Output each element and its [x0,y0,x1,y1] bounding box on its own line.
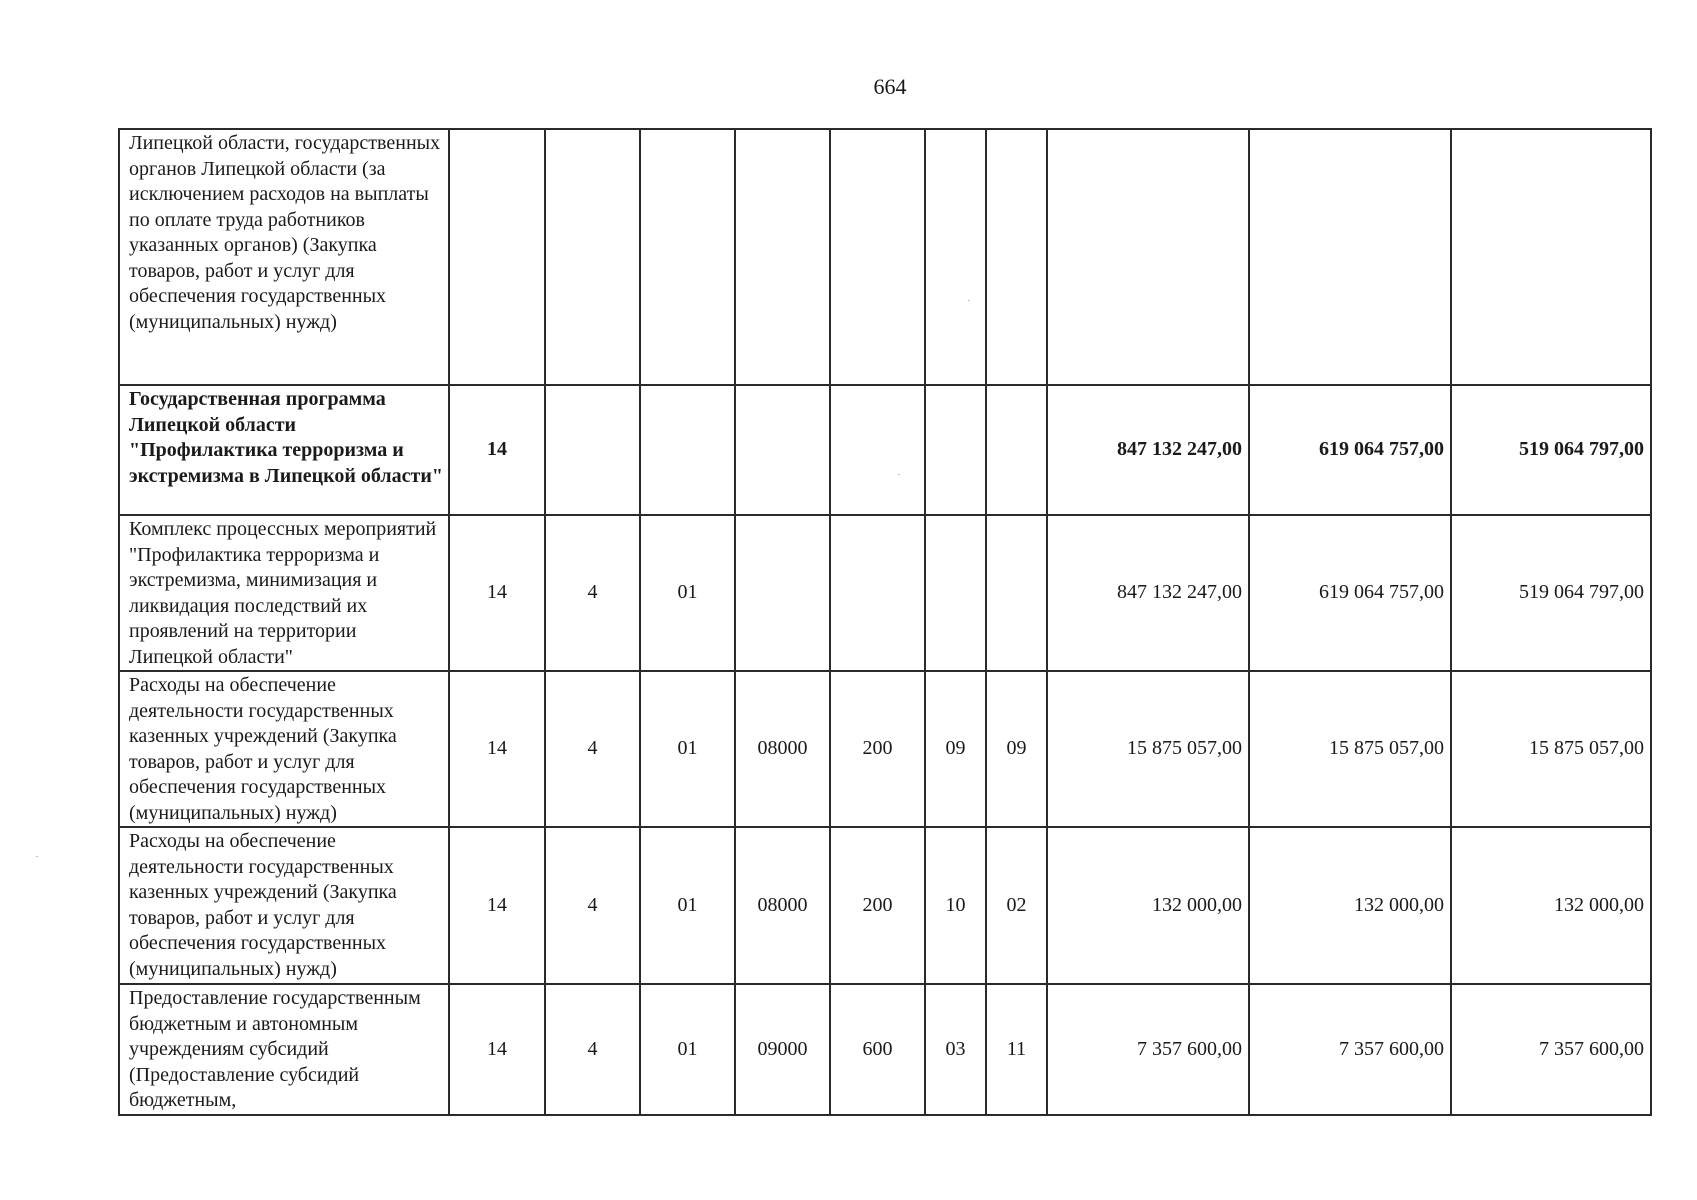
row-name-cell: Государственная программа Липецкой области "Профилактика терроризма и экстремизма в Липецкой области" [119,385,449,515]
code-cell: 14 [449,671,545,827]
code-cell: 09 [925,671,986,827]
table-row [119,827,1651,984]
code-cell: 08000 [735,671,830,827]
code-cell: 10 [925,827,986,984]
budget-table [118,128,1652,1116]
code-cell: 01 [640,515,735,671]
amount-cell: 132 000,00 [1249,827,1451,984]
amount-cell: 132 000,00 [1451,827,1651,984]
code-cell [735,129,830,385]
code-cell [830,385,925,515]
code-cell: 01 [640,827,735,984]
code-cell [830,515,925,671]
code-cell: 14 [449,827,545,984]
amount-cell: 519 064 797,00 [1451,385,1651,515]
row-name-cell: Предоставление государственным бюджетным и автономным учреждениям субсидий (Предоставление субсидий бюджетным, [119,984,449,1115]
code-cell: 01 [640,671,735,827]
row-name-cell: Комплекс процессных мероприятий "Профилактика терроризма и экстремизма, минимизация и ликвидация последствий их проявлений на территории Липецкой области" [119,515,449,671]
table-row [119,984,1651,1115]
table-row [119,129,1651,385]
amount-cell: 15 875 057,00 [1249,671,1451,827]
code-cell: 14 [449,515,545,671]
amount-cell: 847 132 247,00 [1047,385,1249,515]
code-cell: 01 [640,984,735,1115]
code-cell: 4 [545,984,640,1115]
code-cell: 11 [986,984,1047,1115]
code-cell [735,385,830,515]
code-cell [830,129,925,385]
code-cell: 02 [986,827,1047,984]
amount-cell: 15 875 057,00 [1047,671,1249,827]
page-number: 664 [873,74,907,99]
code-cell: 600 [830,984,925,1115]
code-cell [925,385,986,515]
code-cell: 08000 [735,827,830,984]
amount-cell: 619 064 757,00 [1249,385,1451,515]
amount-cell: 132 000,00 [1047,827,1249,984]
code-cell [986,515,1047,671]
code-cell [925,515,986,671]
scan-speck [898,474,900,475]
table-row [119,515,1651,671]
code-cell [545,129,640,385]
code-cell: 09000 [735,984,830,1115]
code-cell [640,385,735,515]
code-cell [545,385,640,515]
amount-cell: 7 357 600,00 [1047,984,1249,1115]
scan-speck [968,300,970,301]
table-row [119,385,1651,515]
code-cell: 14 [449,385,545,515]
amount-cell [1451,129,1651,385]
code-cell [986,129,1047,385]
amount-cell: 7 357 600,00 [1249,984,1451,1115]
code-cell: 14 [449,984,545,1115]
amount-cell: 847 132 247,00 [1047,515,1249,671]
code-cell: 200 [830,671,925,827]
row-name-cell: Расходы на обеспечение деятельности государственных казенных учреждений (Закупка товаров, работ и услуг для обеспечения государственных (муниципальных) нужд) [119,827,449,984]
code-cell: 09 [986,671,1047,827]
code-cell [449,129,545,385]
code-cell [640,129,735,385]
code-cell: 03 [925,984,986,1115]
code-cell: 4 [545,671,640,827]
amount-cell: 619 064 757,00 [1249,515,1451,671]
code-cell: 200 [830,827,925,984]
row-name-cell: Липецкой области, государственных органов Липецкой области (за исключением расходов на выплаты по оплате труда работников указанных органов) (Закупка товаров, работ и услуг для обеспечения государственных (муниципальных) нужд) [119,129,449,385]
code-cell: 4 [545,827,640,984]
code-cell: 4 [545,515,640,671]
amount-cell [1047,129,1249,385]
table-row [119,671,1651,827]
amount-cell: 519 064 797,00 [1451,515,1651,671]
amount-cell [1249,129,1451,385]
scan-speck [36,856,38,857]
code-cell [925,129,986,385]
code-cell [735,515,830,671]
code-cell [986,385,1047,515]
row-name-cell: Расходы на обеспечение деятельности государственных казенных учреждений (Закупка товаров, работ и услуг для обеспечения государственных (муниципальных) нужд) [119,671,449,827]
amount-cell: 7 357 600,00 [1451,984,1651,1115]
amount-cell: 15 875 057,00 [1451,671,1651,827]
